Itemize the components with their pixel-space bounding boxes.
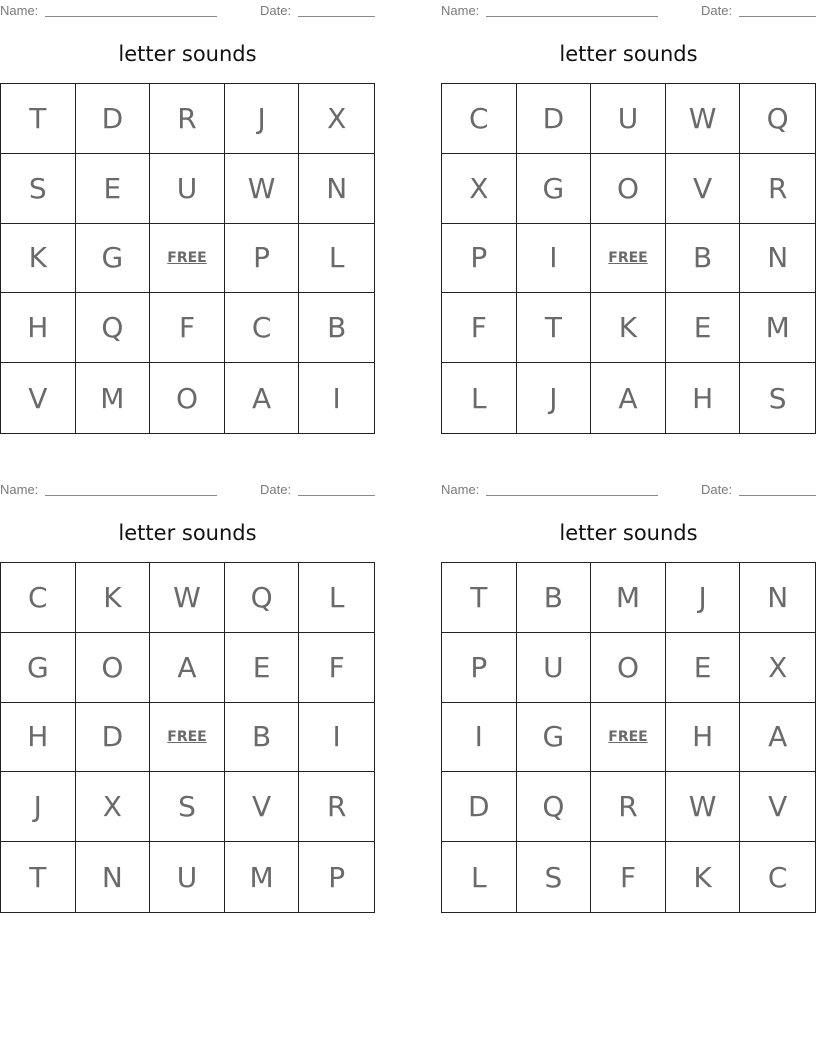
free-space: FREE	[591, 224, 666, 294]
letter-cell: G	[517, 703, 592, 773]
letter-cell: L	[442, 842, 517, 912]
letter-cell: W	[150, 563, 225, 633]
name-label: Name:	[441, 3, 480, 18]
letter-cell: D	[76, 703, 151, 773]
bingo-card	[0, 0, 375, 440]
letter-cell: U	[591, 84, 666, 154]
letter-cell: K	[591, 293, 666, 363]
name-label: Name:	[441, 482, 480, 497]
letter-cell: M	[76, 363, 151, 433]
letter-cell: L	[299, 224, 374, 294]
name-blank-line	[486, 16, 658, 17]
date-blank-line	[739, 495, 816, 496]
letter-cell: R	[150, 84, 225, 154]
letter-cell: U	[150, 154, 225, 224]
letter-cell: N	[740, 563, 815, 633]
letter-cell: I	[332, 381, 341, 415]
card-title: letter sounds	[559, 42, 698, 66]
letter-cell: M	[591, 563, 666, 633]
letter-cell: I	[442, 703, 517, 773]
letter-cell: V	[225, 772, 300, 842]
letter-cell: X	[442, 154, 517, 224]
name-blank-line	[486, 495, 658, 496]
letter-cell: J	[225, 84, 300, 154]
letter-cell: X	[299, 84, 374, 154]
letter-cell: E	[225, 633, 300, 703]
name-label: Name:	[0, 3, 39, 18]
free-space: FREE	[150, 224, 225, 294]
letter-cell: F	[591, 842, 666, 912]
letter-cell: Q	[740, 84, 815, 154]
letter-cell: X	[740, 633, 815, 703]
letter-cell: S	[768, 381, 787, 415]
letter-cell: B	[225, 703, 300, 773]
card-header	[0, 3, 375, 19]
letter-cell: J	[517, 363, 592, 433]
letter-cell: N	[740, 224, 815, 294]
letter-cell: E	[666, 633, 741, 703]
letter-cell: L	[299, 563, 374, 633]
date-blank-line	[298, 16, 375, 17]
letter-cell: H	[1, 703, 76, 773]
letter-cell: V	[1, 363, 76, 433]
letter-cell: D	[517, 84, 592, 154]
date-label: Date:	[260, 482, 292, 497]
letter-cell: A	[591, 363, 666, 433]
letter-cell: T	[1, 84, 76, 154]
letter-cell: F	[299, 633, 374, 703]
letter-cell: W	[225, 154, 300, 224]
card-header	[0, 482, 375, 498]
bingo-card	[0, 479, 375, 919]
letter-cell: I	[517, 224, 592, 294]
letter-cell: C	[442, 84, 517, 154]
name-blank-line	[45, 16, 217, 17]
letter-cell: B	[299, 293, 374, 363]
letter-cell: M	[740, 293, 815, 363]
letter-cell: E	[76, 154, 151, 224]
letter-cell: X	[76, 772, 151, 842]
date-label: Date:	[260, 3, 292, 18]
letter-cell: S	[150, 772, 225, 842]
letter-cell: G	[517, 154, 592, 224]
letter-cell: H	[666, 703, 741, 773]
letter-cell: O	[150, 363, 225, 433]
letter-cell: C	[225, 293, 300, 363]
name-blank-line	[45, 495, 217, 496]
letter-cell: K	[1, 224, 76, 294]
bingo-grid	[441, 83, 816, 434]
name-label: Name:	[0, 482, 39, 497]
letter-cell: H	[1, 293, 76, 363]
letter-cell: T	[442, 563, 517, 633]
letter-cell: B	[666, 224, 741, 294]
letter-cell: U	[150, 842, 225, 912]
bingo-grid	[0, 83, 375, 434]
letter-cell: O	[591, 633, 666, 703]
letter-cell: W	[666, 772, 741, 842]
letter-cell: S	[1, 154, 76, 224]
letter-cell: U	[517, 633, 592, 703]
letter-cell: V	[740, 772, 815, 842]
letter-cell: P	[328, 860, 346, 894]
letter-cell: N	[299, 154, 374, 224]
date-label: Date:	[701, 3, 733, 18]
card-title: letter sounds	[118, 521, 257, 545]
letter-cell: R	[740, 154, 815, 224]
letter-cell: P	[442, 633, 517, 703]
letter-cell: G	[1, 633, 76, 703]
bingo-grid	[441, 562, 816, 913]
letter-cell: D	[76, 84, 151, 154]
free-space: FREE	[591, 703, 666, 773]
letter-cell: E	[666, 293, 741, 363]
letter-cell: S	[517, 842, 592, 912]
letter-cell: R	[299, 772, 374, 842]
letter-cell: M	[225, 842, 300, 912]
letter-cell: J	[1, 772, 76, 842]
card-title: letter sounds	[118, 42, 257, 66]
letter-cell: F	[150, 293, 225, 363]
letter-cell: L	[442, 363, 517, 433]
letter-cell: Q	[225, 563, 300, 633]
letter-cell: J	[666, 563, 741, 633]
letter-cell: D	[442, 772, 517, 842]
letter-cell: O	[591, 154, 666, 224]
card-header	[441, 482, 816, 498]
date-blank-line	[739, 16, 816, 17]
letter-cell: W	[666, 84, 741, 154]
letter-cell: I	[299, 703, 374, 773]
letter-cell: R	[591, 772, 666, 842]
letter-cell: Q	[76, 293, 151, 363]
letter-cell: A	[225, 363, 300, 433]
letter-cell: O	[76, 633, 151, 703]
bingo-card	[441, 479, 816, 919]
free-space: FREE	[150, 703, 225, 773]
letter-cell: Q	[517, 772, 592, 842]
letter-cell: C	[1, 563, 76, 633]
card-title: letter sounds	[559, 521, 698, 545]
letter-cell: K	[76, 563, 151, 633]
letter-cell: T	[517, 293, 592, 363]
letter-cell: P	[225, 224, 300, 294]
letter-cell: B	[517, 563, 592, 633]
date-blank-line	[298, 495, 375, 496]
letter-cell: K	[666, 842, 741, 912]
card-header	[441, 3, 816, 19]
bingo-grid	[0, 562, 375, 913]
letter-cell: G	[76, 224, 151, 294]
letter-cell: N	[76, 842, 151, 912]
letter-cell: H	[666, 363, 741, 433]
letter-cell: T	[1, 842, 76, 912]
letter-cell: A	[150, 633, 225, 703]
bingo-card	[441, 0, 816, 440]
date-label: Date:	[701, 482, 733, 497]
letter-cell: V	[666, 154, 741, 224]
letter-cell: C	[767, 860, 788, 894]
letter-cell: P	[442, 224, 517, 294]
letter-cell: F	[442, 293, 517, 363]
letter-cell: A	[740, 703, 815, 773]
